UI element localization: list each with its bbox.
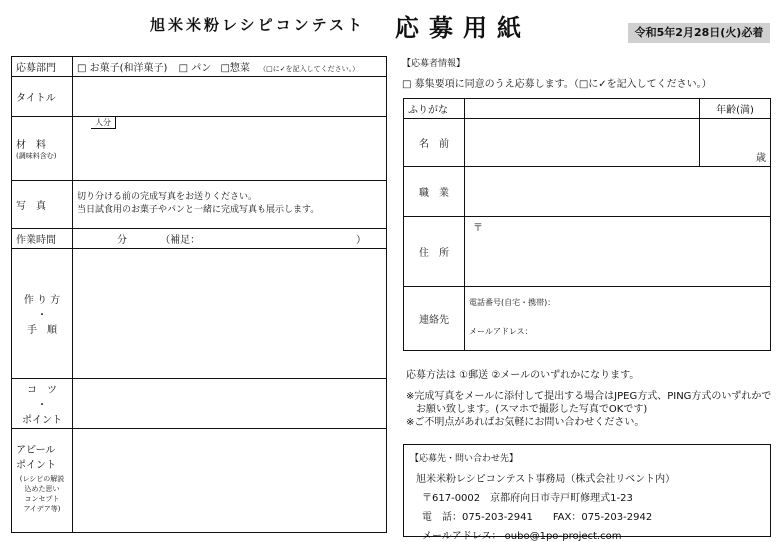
category-option[interactable]: □ お菓子(和洋菓子) bbox=[77, 63, 168, 74]
appeal-field[interactable] bbox=[73, 429, 387, 533]
material-label-cell bbox=[12, 117, 73, 181]
name-field[interactable] bbox=[465, 119, 700, 167]
time-field[interactable] bbox=[73, 229, 387, 249]
notes bbox=[406, 390, 771, 429]
category-options[interactable] bbox=[73, 57, 387, 77]
method-label-line: 作 り 方 bbox=[23, 295, 61, 306]
contact-label: 連絡先 bbox=[404, 287, 465, 351]
category-note: （□に✓を記入してください。） bbox=[259, 65, 360, 73]
form-title: 応募用紙 bbox=[395, 14, 531, 42]
office-address: 〒617-0002 京都府向日市寺戸町修理式1-23 bbox=[422, 493, 633, 504]
contest-title: 旭米米粉レシピコンテスト bbox=[150, 16, 366, 34]
age-unit: 歳 bbox=[756, 153, 766, 164]
postal-mark: 〒 bbox=[473, 223, 483, 234]
appeal-label-line: ポイント bbox=[16, 460, 56, 471]
office-email[interactable]: メールアドレス： oubo@1po-project.com bbox=[422, 531, 622, 542]
note-line: ※完成写真をメールに添付して提出する場合はJPEG方式、PING方式のいずれかで bbox=[406, 391, 772, 402]
time-unit: 分 bbox=[117, 235, 127, 246]
servings-unit: 人分 bbox=[91, 117, 116, 129]
time-supplement: （補足： bbox=[160, 235, 201, 246]
age-label: 年齢(満) bbox=[700, 99, 771, 119]
material-sublabel: (調味料含む) bbox=[16, 152, 57, 160]
method-field[interactable] bbox=[73, 249, 387, 379]
recipe-table bbox=[11, 56, 387, 533]
time-supplement-close: ） bbox=[356, 235, 366, 246]
office-phone: 電 話：075-203-2941 FAX：075-203-2942 bbox=[422, 512, 653, 523]
tips-label-dot: ・ bbox=[37, 400, 47, 411]
photo-label: 写 真 bbox=[12, 181, 73, 229]
contact-box bbox=[403, 444, 771, 542]
age-field[interactable] bbox=[700, 119, 771, 167]
name-label: 名 前 bbox=[404, 119, 465, 167]
email-label: メールアドレス： bbox=[469, 327, 533, 336]
method-label bbox=[12, 249, 73, 379]
contact-field[interactable] bbox=[465, 287, 771, 351]
deadline-badge: 令和5年2月28日(火)必着 bbox=[628, 23, 770, 43]
applicant-header: 【応募者情報】 bbox=[402, 59, 466, 69]
phone-label: 電話番号(自宅・携帯)： bbox=[469, 298, 556, 307]
note-line: ※ご不明点があればお気軽にお問い合わせください。 bbox=[406, 417, 645, 428]
method-label-dot: ・ bbox=[37, 310, 47, 321]
category-option[interactable]: □ パン bbox=[178, 63, 212, 74]
agree-checkbox[interactable]: □ 募集要項に同意のうえ応募します。（□に✓を記入してください。） bbox=[402, 79, 712, 90]
address-field[interactable] bbox=[465, 217, 771, 287]
tips-label-line: ポイント bbox=[22, 415, 62, 426]
photo-text: 切り分ける前の完成写真をお送りください。 bbox=[77, 192, 258, 202]
contact-header: 【応募先・問い合わせ先】 bbox=[410, 454, 519, 464]
title-label: タイトル bbox=[12, 77, 73, 117]
material-label: 材 料 bbox=[16, 140, 46, 151]
address-label: 住 所 bbox=[404, 217, 465, 287]
note-line: お願い致します。(スマホで撮影した写真でOKです) bbox=[406, 404, 648, 415]
time-label: 作業時間 bbox=[12, 229, 73, 249]
applicant-table bbox=[403, 98, 771, 351]
title-field[interactable] bbox=[73, 77, 387, 117]
appeal-label-line: アピール bbox=[16, 445, 56, 456]
photo-instructions bbox=[73, 181, 387, 229]
office-name: 旭米米粉レシピコンテスト事務局（株式会社リベント内） bbox=[416, 474, 676, 485]
category-option[interactable]: □惣菜 bbox=[220, 63, 250, 74]
photo-text: 当日試食用のお菓子やパンと一緒に完成写真も展示します。 bbox=[77, 205, 320, 215]
tips-label-line: コ ツ bbox=[27, 385, 57, 396]
appeal-label bbox=[12, 429, 73, 533]
application-method: 応募方法は ①郵送 ②メールのいずれかになります。 bbox=[406, 370, 640, 381]
category-label: 応募部門 bbox=[12, 57, 73, 77]
tips-label bbox=[12, 379, 73, 429]
job-field[interactable] bbox=[465, 167, 771, 217]
furigana-field[interactable] bbox=[465, 99, 700, 119]
furigana-label: ふりがな bbox=[404, 99, 465, 119]
appeal-sublabel: (レシピの解説 込めた思い コンセプト アイデア等) bbox=[19, 475, 65, 513]
tips-field[interactable] bbox=[73, 379, 387, 429]
job-label: 職 業 bbox=[404, 167, 465, 217]
method-label-line: 手 順 bbox=[27, 325, 57, 336]
material-field[interactable] bbox=[73, 117, 387, 181]
